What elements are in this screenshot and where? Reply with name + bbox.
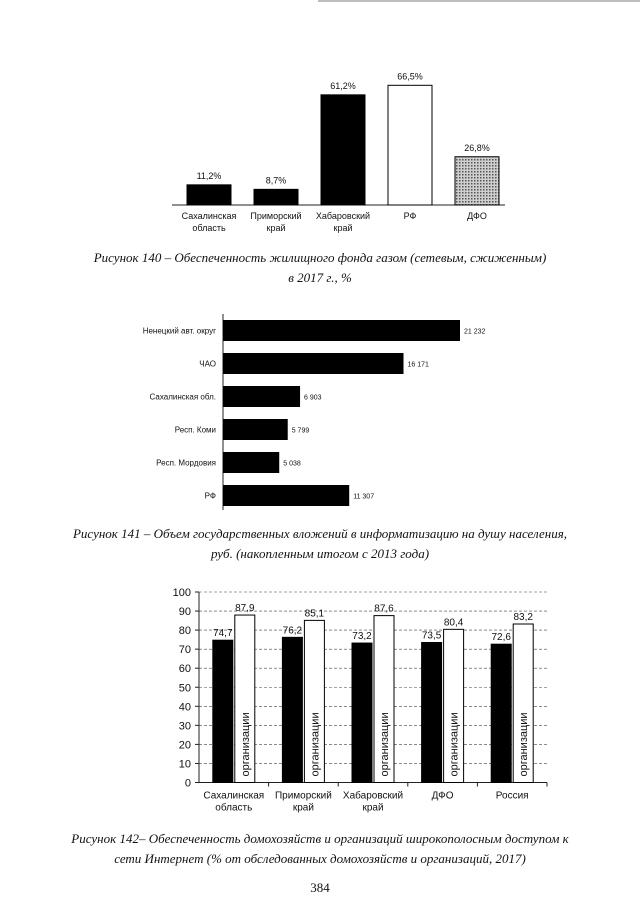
data-label: 16 171 [407, 361, 429, 369]
figure-142-caption-line-1: Рисунок 142– Обеспеченность домохозяйств и организаций широкополосным доступом к [71, 831, 569, 846]
category-label: Россия [495, 790, 529, 802]
category-label: Сахалинская [203, 790, 265, 802]
y-tick-label: 70 [178, 644, 191, 657]
figure-141-caption-line-1: Рисунок 141 – Объем государственных вложений в информатизацию на душу населения, [72, 526, 568, 541]
bar [321, 95, 365, 205]
category-label: Хабаровский [342, 790, 404, 802]
bar [388, 85, 432, 205]
data-label: 83,2 [513, 612, 533, 624]
figure-140-caption-line-1: Рисунок 140 – Обеспеченность жилищного фонда газом (сетевым, сжиженным) [93, 250, 547, 265]
data-label: 74,7 [213, 628, 233, 640]
chart-gas-supply [0, 0, 640, 240]
category-label: ЧАО [199, 359, 216, 369]
data-label: 8,7% [265, 175, 287, 186]
bar [223, 419, 288, 440]
data-label: 87,9 [235, 603, 255, 615]
page-number: 384 [310, 880, 330, 895]
category-label: область [192, 223, 226, 233]
chart-it-investment [0, 310, 640, 510]
data-label: 85,1 [304, 608, 325, 620]
bar [187, 185, 231, 205]
y-tick-label: 50 [178, 682, 191, 695]
y-tick-label: 90 [178, 606, 191, 619]
category-label: РФ [204, 491, 216, 501]
data-label: 73,2 [352, 631, 372, 643]
data-label: 66,5% [397, 71, 423, 82]
bar [223, 386, 300, 407]
category-label: край [266, 223, 286, 233]
data-label: 26,8% [464, 142, 490, 153]
y-tick-label: 40 [178, 701, 191, 714]
data-label: 80,4 [443, 617, 464, 629]
y-tick-label: 60 [178, 663, 191, 676]
bar [223, 320, 460, 341]
bar-households [282, 637, 302, 782]
series-label: организации [309, 712, 322, 777]
bar-households [422, 642, 442, 782]
data-label: 6 903 [304, 394, 322, 402]
data-label: 11 307 [353, 493, 375, 501]
figure-142-caption-line-2: сети Интернет (% от обследованных домохозяйств и организаций, 2017) [114, 851, 526, 866]
y-tick-label: 30 [178, 720, 191, 733]
data-label: 72,6 [491, 632, 511, 644]
y-tick-label: 10 [178, 758, 191, 771]
figure-142-caption [0, 829, 640, 869]
category-label: Сахалинская [181, 211, 237, 221]
category-label: край [292, 802, 314, 814]
series-label: организации [379, 712, 391, 777]
bar-households [213, 640, 233, 782]
series-label: организации [448, 712, 461, 777]
y-tick-label: 100 [172, 587, 191, 599]
category-label: Хабаровский [315, 211, 371, 221]
data-label: 11,2% [196, 170, 222, 181]
bar-households [491, 644, 511, 782]
bar [254, 189, 298, 205]
category-label: Ненецкий авт. округ [142, 326, 216, 336]
bar [223, 452, 279, 473]
series-label: организации [239, 712, 252, 777]
figure-140-caption [0, 248, 640, 288]
figure-141-caption-line-2: руб. (накопленным итогом с 2013 года) [210, 546, 430, 561]
category-label: ДФО [467, 211, 487, 221]
category-label: Респ. Мордовия [156, 458, 216, 468]
category-label: Сахалинская обл. [149, 392, 216, 402]
data-label: 5 038 [283, 460, 301, 468]
series-label: организации [518, 712, 531, 777]
y-tick-label: 20 [178, 739, 191, 752]
bar [223, 353, 404, 374]
figure-140-caption-line-2: в 2017 г., % [288, 270, 352, 285]
category-label: Приморский [250, 211, 302, 221]
y-tick-label: 80 [178, 625, 191, 638]
bar-households [352, 643, 372, 782]
chart-broadband-access [0, 580, 640, 820]
category-label: край [362, 802, 384, 814]
bar [223, 485, 349, 506]
data-label: 76,2 [282, 625, 303, 637]
category-label: область [215, 802, 253, 814]
category-label: Респ. Коми [174, 425, 216, 435]
data-label: 21 232 [464, 328, 486, 336]
data-label: 73,5 [421, 630, 442, 642]
bar [455, 157, 499, 205]
figure-141-caption [0, 524, 640, 564]
category-label: Приморский [274, 790, 332, 802]
category-label: РФ [403, 211, 417, 221]
category-label: край [333, 223, 353, 233]
category-label: ДФО [431, 790, 454, 802]
data-label: 87,6 [374, 603, 394, 615]
y-tick-label: 0 [184, 777, 191, 790]
data-label: 5 799 [291, 427, 310, 435]
data-label: 61,2% [330, 80, 356, 91]
